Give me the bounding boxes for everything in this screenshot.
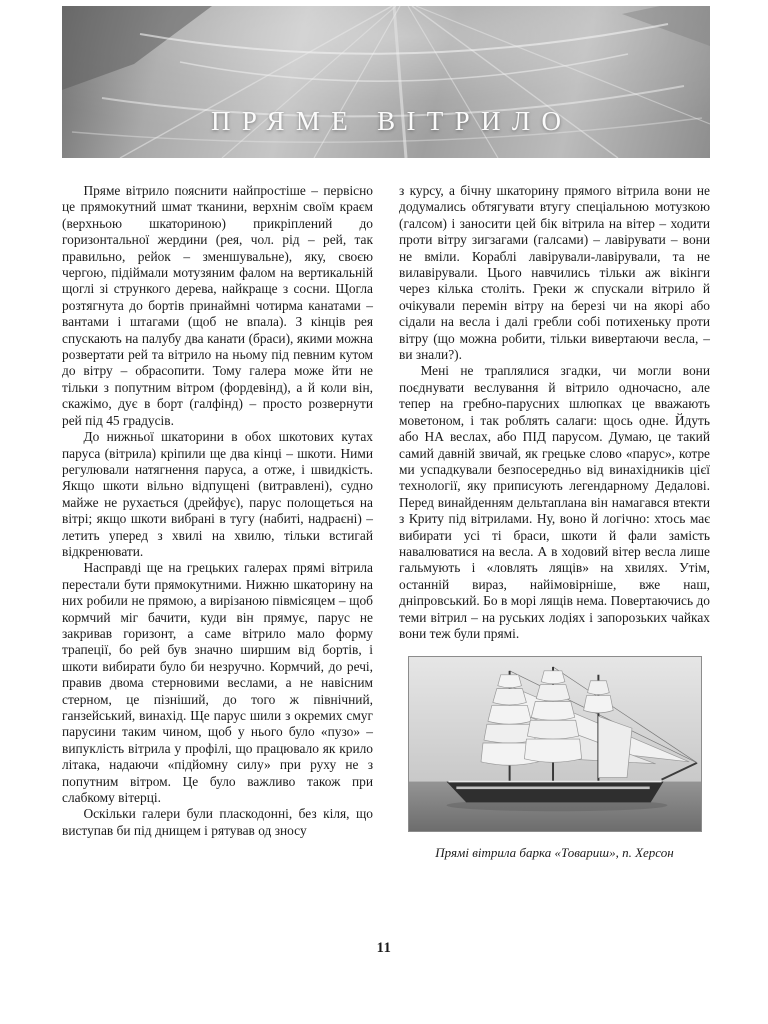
ship-photo: [408, 656, 702, 832]
header-sails-photo: [62, 6, 710, 158]
article-body: [62, 183, 710, 861]
ship-photo-figure: [399, 656, 710, 861]
paragraph: Пряме вітрило пояснити найпростіше – первісно це прямокутний шмат тканини, верхнім своїм краєм (верхньою шкаториною) прикріплений до горизонтальної жердини (рея, чол. рід – рей, так правильно, рейок – зменшувальне), яку, своєю чергою, підіймали мотузяним фалом на вертикальній щоглі зі стрункого дерева, найкраще з сосни. Щогла розтягнута до бортів принаймні чотирма канатами – вантами і штагами (щоб не впала). З кінців рея спускають на палубу два канати (браси), якими можна розвертати рей та вітрило на ньому під певним кутом до вітру – обрасопити. Тому галера може йти не тільки з попутним вітром (фордевінд), а й коли він, скажімо, дує в борт (галфінд) – просто розвернути рей під 45 градусів.: [62, 183, 373, 428]
paragraph: Насправді ще на грецьких галерах прямі вітрила перестали бути прямокутними. Нижню шкаторину на них робили не прямою, а вирізаною півмісяцем – щоб кормчий міг бачити, куди він прямує, парус не закривав горизонт, а саме вітрило мало форму трапеції, бо рей був значно ширшим від бортів, і шкоти вибирати було би незручно. Кормчий, до речі, правив двома стерновими веслами, а не навісним стерном, це пізніший, до того ж північний, ганзейський, винахід. Ще парус шили з окремих смуг парусини таким чином, щоб у нього було «пузо» – випуклість вітрила у профілі, що працювало як крило літака, надаючи «підйомну силу» при руху не з попутним вітром. Це було важливо також при слабкому вітерці.: [62, 560, 373, 806]
page-title: ПРЯМЕ ВІТРИЛО: [211, 106, 573, 136]
paragraph: Оскільки галери були пласкодонні, без кіля, що виступав би під днищем і рятував од зносу: [62, 806, 373, 838]
page-number: 11: [376, 940, 392, 956]
text-column-right: [399, 183, 710, 861]
text-column-left: [62, 183, 373, 861]
paragraph: з курсу, а бічну шкаторину прямого вітрила вони не додумались обтягувати втугу спеціальною мотузкою (галсом) і заносити цей бік вітрила на вітер – ходити проти вітру зигзагами (галсами) – лавірувати – вони не вміли. Кораблі лавірували-лавірували, та не вилавірували. Цього навчились тільки аж вікінги через кілька століть. Греки ж спускали вітрило й очікували перемін вітру на березі чи на якорі або сідали на весла і далі гребли собі потихеньку проти вітру (що можна робити, тільки вивертаючи весла, – ви знали?).: [399, 183, 710, 363]
paragraph: Мені не траплялися згадки, чи могли вони поєднувати веслування й вітрило одночасно, але тепер на гребно-парусних шлюпках це вважають моветоном, і так роблять салаги: щось одне. Йдуть або НА веслах, або ПІД парусом. Думаю, це такий самий давній звичай, як грецьке слово «парус», котре ми успадкували безпосередньо від винахідників цієї технології, яку приписують легендарному Дедалові. Перед винайденням дельтаплана він намагався втекти з Криту під вітрилами. Ну, воно й логічно: хтось має вибирати усі ті браси, шкоти й фали замість навалюватися на весла. А в ходовий вітер весла лише гальмують і «ловлять лящів» на хвилях. Утім, останній вираз, найімовірніше, вже наш, дніпровський. Бо в морі лящів нема. Повертаючись до теми вітрил – на руських лодіях і запорозьких чайках вони теж були прямі.: [399, 363, 710, 641]
paragraph: До нижньої шкаторини в обох шкотових кутах паруса (вітрила) кріпили ще два кінці – шкоти. Ними регулювали натягнення паруса, а отже, і швидкість. Якщо шкоти вільно відпущені (витравлені), судно майже не рухається (дрейфує), парус полощеться на вітрі; якщо шкоти вибрані в тугу (набиті, надраєні) – летить уперед з хвилі на хвилю, тільки встигай відкренювати.: [62, 429, 373, 559]
photo-caption: Прямі вітрила барка «Товариш», п. Херсон: [435, 845, 674, 861]
tall-ship-illustration: [409, 657, 701, 831]
